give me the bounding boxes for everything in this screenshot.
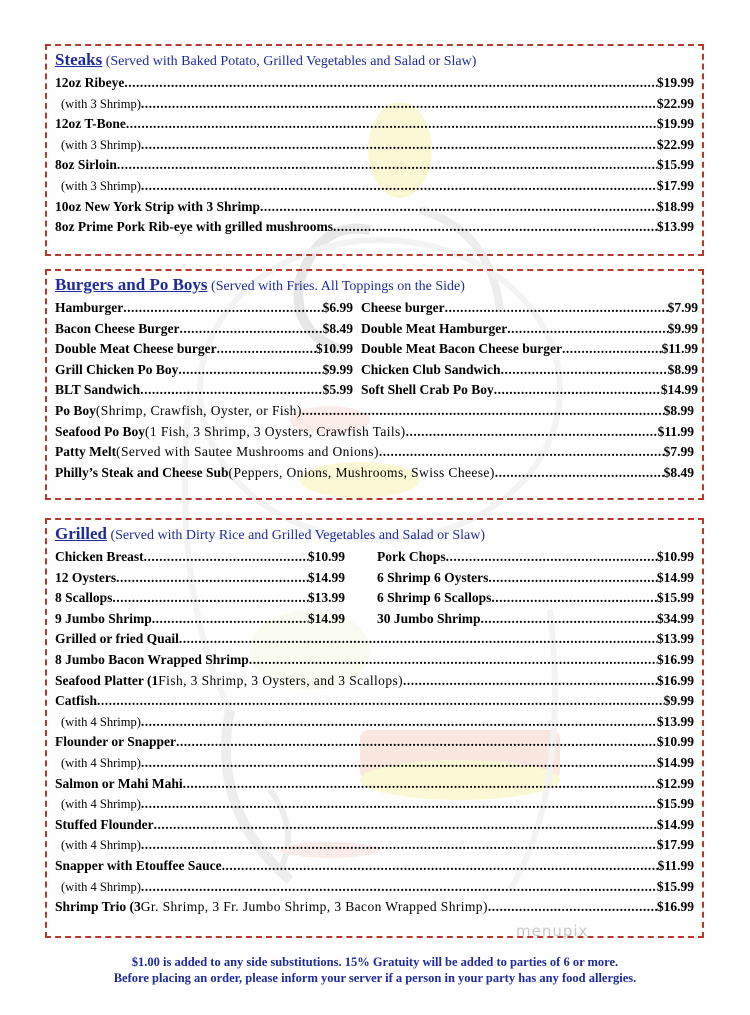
item-name: 8oz Prime Pork Rib-eye with grilled mushrooms — [55, 219, 333, 235]
menu-list — [55, 73, 694, 238]
item-name: 6 Shrimp 6 Oysters — [377, 569, 489, 585]
item-price: $19.99 — [656, 75, 694, 90]
dot-leader — [141, 835, 657, 856]
dot-leader — [406, 422, 658, 443]
item-price: $12.99 — [656, 775, 694, 791]
dot-leader — [488, 897, 657, 918]
item-description: (1 Fish, 3 Shrimp, 3 Oysters, Crawfish Tails) — [145, 423, 406, 439]
dot-leader — [141, 753, 657, 774]
menu-item-row — [55, 155, 694, 176]
dot-leader — [141, 176, 657, 197]
dot-leader — [117, 155, 657, 176]
left-column — [55, 298, 353, 401]
item-price: $13.99 — [656, 631, 694, 647]
item-price: $19.99 — [656, 116, 694, 132]
menu-item-row — [55, 794, 694, 815]
menu-item-row — [55, 176, 694, 197]
dot-leader — [141, 712, 657, 733]
two-column-list — [55, 547, 694, 629]
item-description: Gr. Shrimp, 3 Fr. Jumbo Shrimp, 3 Bacon Wrapped Shrimp) — [140, 899, 488, 915]
item-price: $14.99 — [656, 569, 694, 585]
item-price: $10.99 — [656, 549, 694, 564]
item-name: 12oz T-Bone — [55, 116, 126, 132]
dot-leader — [379, 442, 664, 463]
watermark-text: menupix — [516, 922, 589, 940]
item-name: (with 3 Shrimp) — [61, 96, 141, 111]
menu-item-row — [55, 463, 694, 484]
item-price: $9.99 — [663, 693, 694, 709]
item-price: $13.99 — [656, 713, 694, 729]
item-name: Pork Chops — [377, 549, 446, 564]
dot-leader — [178, 360, 322, 381]
menu-item-row — [55, 339, 353, 360]
section-title: Burgers and Po Boys — [55, 275, 208, 294]
menu-item-row — [55, 774, 694, 795]
menu-item-row — [55, 753, 694, 774]
menu-item-row — [55, 319, 353, 340]
item-price: $11.99 — [657, 857, 694, 873]
item-name: 6 Shrimp 6 Scallops — [377, 590, 492, 606]
item-price: $8.99 — [667, 361, 698, 377]
footer-line: $1.00 is added to any side substitutions. 15% Gratuity will be added to parties of 6 or more. — [131, 955, 619, 969]
dot-leader — [116, 568, 308, 589]
two-column-list — [55, 298, 698, 401]
item-price: $16.99 — [656, 651, 694, 667]
item-name: Grill Chicken Po Boy — [55, 361, 179, 377]
menu-item-row — [55, 114, 694, 135]
item-name: Soft Shell Crab Po Boy — [361, 382, 494, 398]
section-heading — [55, 50, 694, 70]
item-name: Salmon or Mahi Mahi — [55, 775, 183, 791]
dot-leader — [562, 339, 662, 360]
dot-leader — [126, 114, 657, 135]
item-name: Seafood Po Boy — [55, 423, 146, 439]
menu-item-row — [55, 360, 353, 381]
footer-notes — [0, 954, 750, 986]
dot-leader — [141, 94, 657, 115]
menu-list — [55, 629, 694, 917]
item-name: 10oz New York Strip with 3 Shrimp — [55, 198, 261, 214]
dot-leader — [222, 856, 658, 877]
dot-leader — [494, 380, 661, 401]
dot-leader — [488, 568, 657, 589]
item-description: (Peppers, Onions, Mushrooms, Swiss Cheese) — [228, 464, 495, 480]
item-name: 12 Oysters — [55, 569, 117, 585]
menu-item-row — [361, 360, 698, 381]
menu-item-row — [55, 588, 345, 609]
dot-leader — [507, 319, 667, 340]
item-name: Po Boy — [55, 402, 96, 418]
menu-item-row — [55, 135, 694, 156]
menu-item-row — [55, 609, 345, 630]
item-name: Bacon Cheese Burger — [55, 320, 180, 336]
dot-leader — [249, 650, 657, 671]
item-name: 8 Jumbo Bacon Wrapped Shrimp — [55, 651, 249, 667]
item-name: (with 4 Shrimp) — [61, 714, 141, 729]
item-price: $5.99 — [322, 382, 353, 398]
menu-item-row — [55, 835, 694, 856]
menu-item-row — [55, 73, 694, 94]
item-price: $15.99 — [656, 157, 694, 173]
item-name: Double Meat Cheese burger — [55, 341, 217, 357]
item-price: $16.99 — [656, 899, 694, 915]
menu-item-row — [55, 298, 353, 319]
item-name: (with 4 Shrimp) — [61, 797, 141, 812]
item-description: (Shrimp, Crawfish, Oyster, or Fish) — [95, 402, 302, 418]
dot-leader — [97, 691, 664, 712]
right-column — [361, 298, 698, 401]
item-name: (with 3 Shrimp) — [61, 137, 141, 152]
dot-leader — [302, 401, 664, 422]
item-price: $16.99 — [656, 672, 694, 688]
item-price: $14.99 — [307, 610, 345, 626]
dot-leader — [446, 547, 657, 568]
item-name: Grilled or fried Quail — [55, 631, 179, 647]
item-price: $10.99 — [656, 734, 694, 750]
item-name: Philly’s Steak and Cheese Sub — [55, 464, 229, 480]
dot-leader — [176, 732, 657, 753]
item-price: $7.99 — [667, 300, 698, 315]
item-price: $22.99 — [656, 95, 694, 111]
grilled-section — [45, 518, 704, 938]
dot-leader — [217, 339, 316, 360]
menu-item-row — [55, 568, 345, 589]
item-price: $10.99 — [307, 549, 345, 564]
menu-item-row — [377, 588, 694, 609]
item-description: (Served with Sautee Mushrooms and Onions) — [116, 444, 379, 460]
section-subtitle: (Served with Baked Potato, Grilled Vegetables and Salad or Slaw) — [105, 54, 477, 69]
item-price: $8.99 — [663, 402, 694, 418]
item-price: $10.99 — [315, 341, 353, 357]
item-name: 12oz Ribeye — [55, 75, 125, 90]
item-name: (with 4 Shrimp) — [61, 755, 141, 770]
item-price: $17.99 — [656, 837, 694, 853]
burgers-section — [45, 269, 704, 500]
menu-item-row — [377, 609, 694, 630]
menu-item-row — [55, 815, 694, 836]
item-name: 30 Jumbo Shrimp — [377, 610, 481, 626]
item-name: (with 4 Shrimp) — [61, 838, 141, 853]
dot-leader — [481, 609, 657, 630]
menu-list — [55, 401, 694, 483]
item-price: $14.99 — [656, 754, 694, 770]
dot-leader — [179, 319, 322, 340]
dot-leader — [154, 815, 657, 836]
item-name: Shrimp Trio (3 — [55, 899, 141, 915]
dot-leader — [152, 609, 308, 630]
menu-item-row — [55, 691, 694, 712]
dot-leader — [112, 588, 307, 609]
item-name: BLT Sandwich — [55, 382, 141, 398]
item-name: Patty Melt — [55, 444, 117, 460]
item-name: 8oz Sirloin — [55, 157, 117, 173]
item-price: $9.99 — [667, 320, 698, 336]
section-title: Steaks — [55, 50, 103, 69]
item-name: 8 Scallops — [55, 590, 113, 606]
footer-line: Before placing an order, please inform your server if a person in your party has any food allergies. — [113, 971, 637, 985]
dot-leader — [333, 217, 657, 238]
menu-item-row — [55, 422, 694, 443]
dot-leader — [491, 588, 656, 609]
item-price: $9.99 — [322, 361, 353, 377]
menu-item-row — [55, 629, 694, 650]
left-column — [55, 547, 345, 629]
menu-item-row — [55, 712, 694, 733]
item-name: Snapper with Etouffee Sauce — [55, 857, 222, 873]
item-name: Seafood Platter (1 — [55, 672, 159, 688]
item-price: $34.99 — [656, 610, 694, 626]
item-description: Fish, 3 Shrimp, 3 Oysters, and 3 Scallops) — [158, 672, 404, 688]
menu-item-row — [55, 380, 353, 401]
item-name: 9 Jumbo Shrimp — [55, 610, 152, 626]
dot-leader — [140, 380, 322, 401]
item-price: $8.49 — [663, 464, 694, 480]
dot-leader — [141, 877, 657, 898]
item-price: $13.99 — [656, 219, 694, 235]
dot-leader — [495, 463, 664, 484]
menu-item-row — [55, 877, 694, 898]
item-price: $13.99 — [307, 590, 345, 606]
menu-item-row — [55, 217, 694, 238]
menu-item-row — [55, 650, 694, 671]
item-price: $14.99 — [660, 382, 698, 398]
dot-leader — [403, 671, 657, 692]
menu-item-row — [361, 319, 698, 340]
item-price: $15.99 — [656, 878, 694, 894]
item-price: $14.99 — [307, 569, 345, 585]
menu-item-row — [55, 897, 694, 918]
dot-leader — [141, 135, 657, 156]
dot-leader — [183, 774, 657, 795]
menu-item-row — [55, 401, 694, 422]
item-name: Flounder or Snapper — [55, 734, 177, 750]
menu-item-row — [55, 442, 694, 463]
dot-leader — [123, 298, 322, 319]
section-heading — [55, 275, 694, 295]
item-name: Double Meat Hamburger — [361, 320, 508, 336]
item-name: Chicken Breast — [55, 549, 144, 564]
section-heading — [55, 524, 694, 544]
item-price: $15.99 — [656, 590, 694, 606]
menu-item-row — [55, 856, 694, 877]
section-subtitle: (Served with Fries. All Toppings on the Side) — [211, 279, 465, 294]
menu-item-row — [361, 380, 698, 401]
item-price: $6.99 — [322, 300, 353, 315]
steaks-section — [45, 44, 704, 256]
item-name: Cheese burger — [361, 300, 445, 315]
menu-item-row — [55, 732, 694, 753]
item-name: Stuffed Flounder — [55, 816, 154, 832]
dot-leader — [445, 298, 668, 319]
item-name: (with 4 Shrimp) — [61, 879, 141, 894]
dot-leader — [501, 360, 668, 381]
dot-leader — [260, 197, 657, 218]
item-price: $17.99 — [656, 177, 694, 193]
menu-item-row — [361, 339, 698, 360]
dot-leader — [141, 794, 657, 815]
menu-item-row — [55, 197, 694, 218]
item-price: $15.99 — [656, 796, 694, 812]
menu-item-row — [361, 298, 698, 319]
item-price: $7.99 — [663, 444, 694, 460]
item-price: $11.99 — [661, 341, 698, 357]
item-price: $18.99 — [656, 198, 694, 214]
dot-leader — [144, 547, 308, 568]
right-column — [377, 547, 694, 629]
menu-item-row — [55, 671, 694, 692]
section-title: Grilled — [55, 524, 107, 543]
item-name: Double Meat Bacon Cheese burger — [361, 341, 562, 357]
menu-item-row — [377, 568, 694, 589]
item-price: $14.99 — [656, 816, 694, 832]
dot-leader — [124, 73, 657, 94]
item-price: $11.99 — [657, 423, 694, 439]
item-price: $8.49 — [322, 320, 353, 336]
item-name: Catfish — [55, 693, 98, 709]
menu-item-row — [55, 547, 345, 568]
dot-leader — [179, 629, 657, 650]
section-subtitle: (Served with Dirty Rice and Grilled Vegetables and Salad or Slaw) — [110, 528, 485, 543]
menu-item-row — [377, 547, 694, 568]
item-price: $22.99 — [656, 136, 694, 152]
menu-item-row — [55, 94, 694, 115]
item-name: (with 3 Shrimp) — [61, 178, 141, 193]
item-name: Hamburger — [55, 300, 124, 315]
item-name: Chicken Club Sandwich — [361, 361, 501, 377]
